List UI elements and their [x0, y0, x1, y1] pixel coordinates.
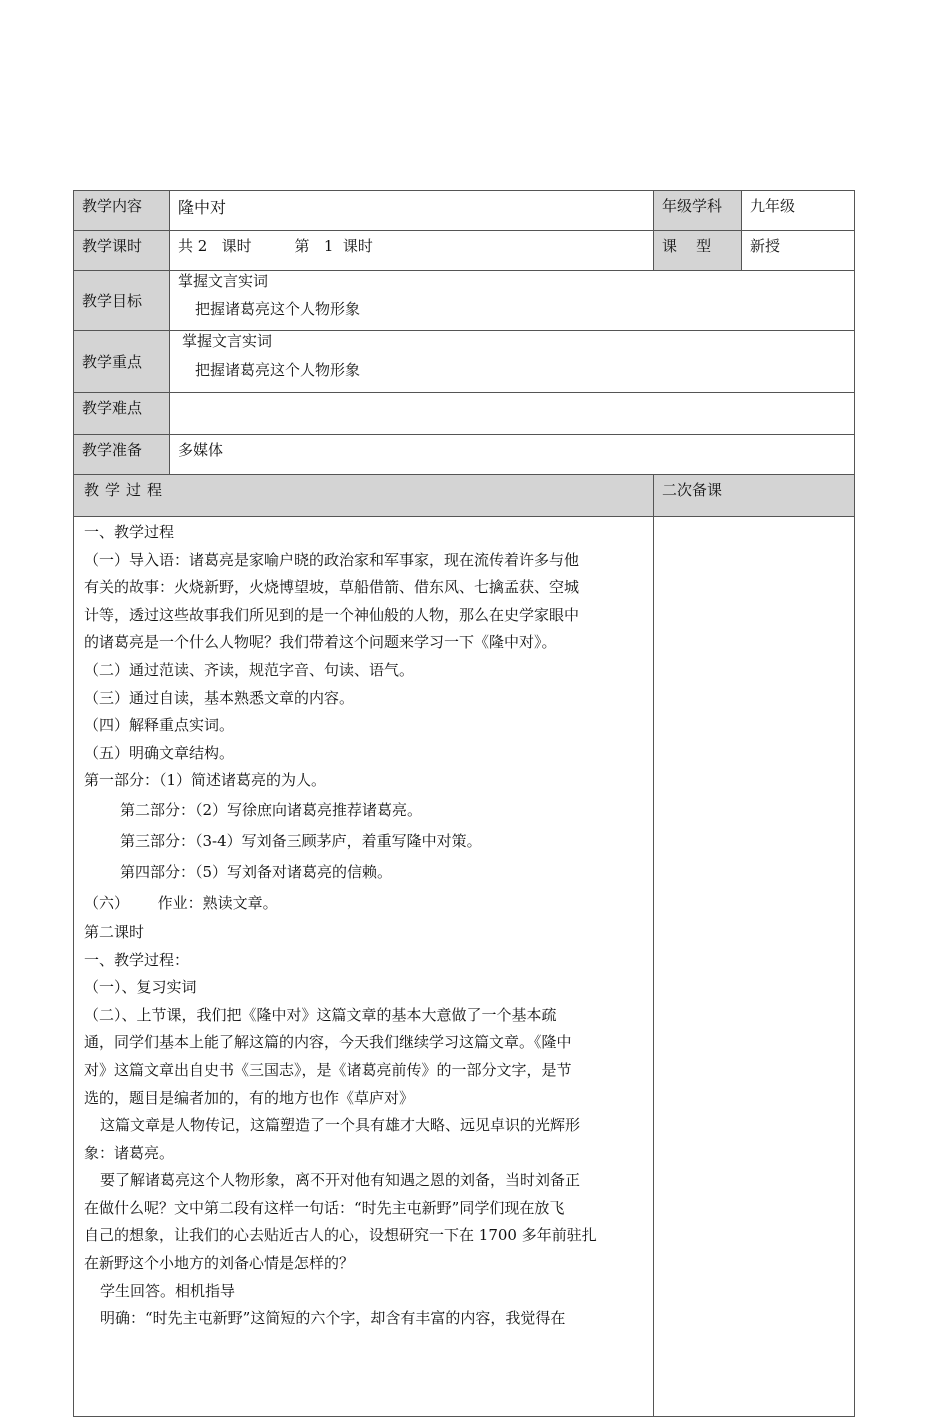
- lesson-title: 隆中对: [178, 198, 227, 217]
- focus-line-1: 掌握文言实词: [182, 332, 273, 350]
- process-line: 第二课时: [84, 922, 145, 941]
- process-line: 通，同学们基本上能了解这篇的内容，今天我们继续学习这篇文章。《隆中: [84, 1033, 572, 1052]
- process-line: 计等，透过这些故事我们所见到的是一个神仙般的人物，那么在史学家眼中: [84, 605, 580, 624]
- content-label: 教学内容: [74, 191, 170, 231]
- process-line: 一、教学过程: [84, 523, 175, 541]
- process-line: 学生回答。相机指导: [100, 1281, 236, 1300]
- row-content: [74, 191, 855, 231]
- focus-label: 教学重点: [74, 331, 170, 393]
- secondary-label: 二次备课: [654, 475, 855, 517]
- process-line: 选的，题目是编者加的，有的地方也作《草庐对》: [84, 1088, 415, 1107]
- lesson-plan-table: [73, 190, 854, 1417]
- process-line: 自己的想象，让我们的心去贴近古人的心，设想研究一下在 1700 多年前驻扎: [84, 1226, 597, 1245]
- row-focus: [74, 331, 855, 393]
- process-line: （二）通过范读、齐读，规范字音、句读、语气。: [84, 660, 415, 679]
- process-line: （三）通过自读，基本熟悉文章的内容。: [84, 688, 355, 707]
- process-line: 有关的故事：火烧新野，火烧博望坡，草船借箭、借东风、七擒孟获、空城: [84, 578, 580, 597]
- process-line: 在做什么呢？文中第二段有这样一句话：“时先主屯新野”同学们现在放飞: [84, 1198, 565, 1217]
- process-line: 对》这篇文章出自史书《三国志》，是《诸葛亮前传》的一部分文字，是节: [84, 1060, 572, 1079]
- grade-value: 九年级: [742, 191, 855, 231]
- row-process-body: [74, 517, 855, 1417]
- process-content: [74, 517, 654, 1417]
- hours-label: 教学课时: [74, 231, 170, 271]
- process-line: （二）、上节课，我们把《隆中对》这篇文章的基本大意做了一个基本疏: [84, 1005, 557, 1024]
- process-line: 要了解诸葛亮这个人物形象，离不开对他有知遇之恩的刘备，当时刘备正: [100, 1171, 581, 1190]
- row-hours: [74, 231, 855, 271]
- difficulty-value: [170, 393, 855, 435]
- goal-label: 教学目标: [74, 271, 170, 331]
- process-line: （一）、复习实词: [84, 978, 197, 997]
- process-line: （六） 作业：熟读文章。: [84, 893, 278, 912]
- secondary-content: [654, 517, 855, 1417]
- prep-label: 教学准备: [74, 435, 170, 475]
- process-line: 一、教学过程：: [84, 950, 190, 969]
- difficulty-label: 教学难点: [74, 393, 170, 435]
- focus-content: [170, 331, 855, 393]
- row-process-head: [74, 475, 855, 517]
- goal-line-2: 把握诸葛亮这个人物形象: [195, 300, 361, 318]
- process-line: 的诸葛亮是一个什么人物呢？我们带着这个问题来学习一下《隆中对》。: [84, 633, 557, 652]
- row-goal: [74, 271, 855, 331]
- type-label: 课 型: [654, 231, 742, 271]
- process-line: （一）导入语：诸葛亮是家喻户晓的政治家和军事家，现在流传着许多与他: [84, 550, 580, 569]
- process-line: （四）解释重点实词。: [84, 716, 235, 735]
- prep-value: 多媒体: [170, 435, 855, 475]
- focus-line-2: 把握诸葛亮这个人物形象: [195, 361, 361, 379]
- row-difficulty: [74, 393, 855, 435]
- process-line: 第一部分：（1）简述诸葛亮的为人。: [84, 771, 327, 790]
- grade-subject-label: 年级学科: [654, 191, 742, 231]
- row-prep: [74, 435, 855, 475]
- process-line: 第四部分：（5）写刘备对诸葛亮的信赖。: [120, 862, 393, 881]
- process-line: 第二部分：（2）写徐庶向诸葛亮推荐诸葛亮。: [120, 800, 423, 819]
- goal-line-1: 掌握文言实词: [178, 272, 269, 290]
- process-line: 明确：“时先主屯新野”这简短的六个字，却含有丰富的内容，我觉得在: [100, 1309, 566, 1328]
- process-line: 第三部分：（3-4）写刘备三顾茅庐，着重写隆中对策。: [120, 831, 482, 850]
- process-line: 象：诸葛亮。: [84, 1143, 175, 1162]
- process-line: 这篇文章是人物传记，这篇塑造了一个具有雄才大略、远见卓识的光辉形: [100, 1116, 581, 1135]
- process-line: 在新野这个小地方的刘备心情是怎样的？: [84, 1254, 355, 1273]
- process-line: （五）明确文章结构。: [84, 743, 235, 762]
- process-label: 教学过程: [74, 475, 654, 517]
- type-value: 新授: [742, 231, 855, 271]
- hours-value: 共 2 课时 第 1 课时: [170, 231, 654, 271]
- goal-content: [170, 271, 855, 331]
